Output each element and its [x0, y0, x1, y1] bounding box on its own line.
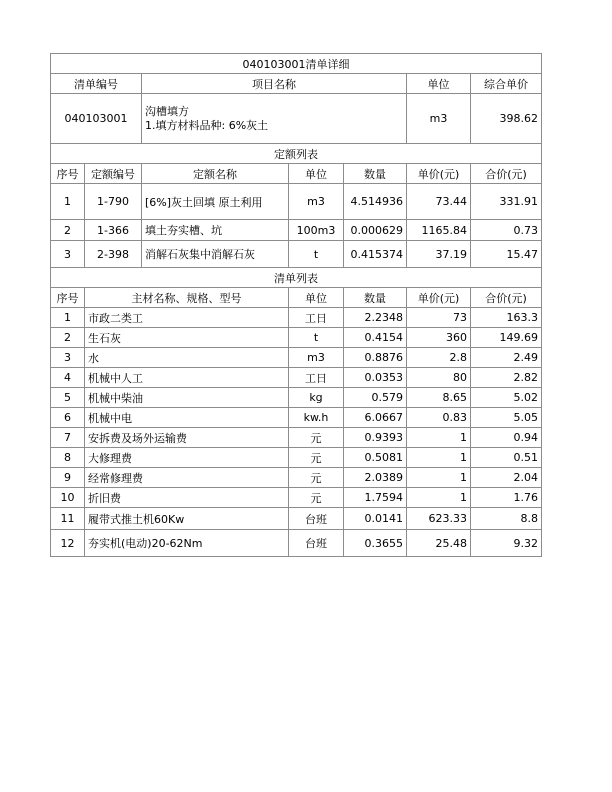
material-unit: 台班 — [289, 530, 344, 557]
bill-detail-table — [50, 53, 542, 557]
quota-row — [51, 184, 542, 220]
material-total: 2.49 — [471, 348, 542, 368]
quota-no-header: 序号 — [51, 164, 85, 184]
item-row — [51, 94, 542, 144]
material-price: 1 — [407, 428, 471, 448]
material-unit: kg — [289, 388, 344, 408]
material-price-header: 单价(元) — [407, 288, 471, 308]
quota-total: 0.73 — [471, 220, 542, 241]
material-unit: 元 — [289, 428, 344, 448]
material-qty-header: 数量 — [344, 288, 407, 308]
material-row — [51, 488, 542, 508]
material-qty: 6.0667 — [344, 408, 407, 428]
material-row — [51, 508, 542, 530]
material-total: 5.05 — [471, 408, 542, 428]
material-section-title: 清单列表 — [51, 268, 542, 288]
material-price: 1 — [407, 468, 471, 488]
quota-code-header: 定额编号 — [85, 164, 142, 184]
material-qty: 0.8876 — [344, 348, 407, 368]
item-unit-header: 单位 — [407, 74, 471, 94]
material-name: 市政二类工 — [85, 308, 289, 328]
material-name: 机械中柴油 — [85, 388, 289, 408]
quota-total: 331.91 — [471, 184, 542, 220]
material-name: 履带式推土机60Kw — [85, 508, 289, 530]
quota-price: 73.44 — [407, 184, 471, 220]
quota-name-header: 定额名称 — [142, 164, 289, 184]
material-name: 夯实机(电动)20-62Nm — [85, 530, 289, 557]
material-total: 2.04 — [471, 468, 542, 488]
quota-total-header: 合价(元) — [471, 164, 542, 184]
material-price: 8.65 — [407, 388, 471, 408]
material-unit: m3 — [289, 348, 344, 368]
material-total: 1.76 — [471, 488, 542, 508]
material-no: 4 — [51, 368, 85, 388]
item-name-header: 项目名称 — [142, 74, 407, 94]
material-row — [51, 530, 542, 557]
material-qty: 0.0141 — [344, 508, 407, 530]
material-section-title-row — [51, 268, 542, 288]
material-name-header: 主材名称、规格、型号 — [85, 288, 289, 308]
material-unit-header: 单位 — [289, 288, 344, 308]
item-name — [142, 94, 407, 144]
material-unit: 工日 — [289, 368, 344, 388]
quota-name: 消解石灰集中消解石灰 — [142, 241, 289, 268]
quota-qty: 4.514936 — [344, 184, 407, 220]
material-price: 360 — [407, 328, 471, 348]
material-no: 5 — [51, 388, 85, 408]
material-qty: 2.2348 — [344, 308, 407, 328]
quota-unit: 100m3 — [289, 220, 344, 241]
material-qty: 1.7594 — [344, 488, 407, 508]
material-total-header: 合价(元) — [471, 288, 542, 308]
item-unit-price-header: 综合单价 — [471, 74, 542, 94]
quota-name: [6%]灰土回填 原土利用 — [142, 184, 289, 220]
material-no: 3 — [51, 348, 85, 368]
quota-no: 2 — [51, 220, 85, 241]
item-name-line1: 沟槽填方 — [145, 104, 189, 118]
quota-total: 15.47 — [471, 241, 542, 268]
material-price: 1 — [407, 448, 471, 468]
material-price: 73 — [407, 308, 471, 328]
material-price: 80 — [407, 368, 471, 388]
material-unit: 元 — [289, 488, 344, 508]
material-qty: 0.3655 — [344, 530, 407, 557]
material-price: 623.33 — [407, 508, 471, 530]
quota-header-row — [51, 164, 542, 184]
item-name-line2: 1.填方材料品种: 6%灰土 — [145, 118, 269, 132]
material-qty: 0.0353 — [344, 368, 407, 388]
material-total: 0.94 — [471, 428, 542, 448]
item-unit: m3 — [407, 94, 471, 144]
material-unit: t — [289, 328, 344, 348]
material-total: 5.02 — [471, 388, 542, 408]
material-no-header: 序号 — [51, 288, 85, 308]
quota-no: 1 — [51, 184, 85, 220]
material-row — [51, 428, 542, 448]
material-total: 149.69 — [471, 328, 542, 348]
material-row — [51, 368, 542, 388]
material-name: 大修理费 — [85, 448, 289, 468]
material-row — [51, 348, 542, 368]
item-code-header: 清单编号 — [51, 74, 142, 94]
quota-no: 3 — [51, 241, 85, 268]
material-no: 9 — [51, 468, 85, 488]
material-no: 11 — [51, 508, 85, 530]
material-qty: 0.5081 — [344, 448, 407, 468]
material-header-row — [51, 288, 542, 308]
material-no: 12 — [51, 530, 85, 557]
material-total: 0.51 — [471, 448, 542, 468]
material-name: 生石灰 — [85, 328, 289, 348]
item-code: 040103001 — [51, 94, 142, 144]
material-unit: 工日 — [289, 308, 344, 328]
quota-qty: 0.000629 — [344, 220, 407, 241]
quota-section-title: 定额列表 — [51, 144, 542, 164]
material-row — [51, 448, 542, 468]
material-name: 经常修理费 — [85, 468, 289, 488]
quota-section-title-row — [51, 144, 542, 164]
material-qty: 2.0389 — [344, 468, 407, 488]
material-qty: 0.579 — [344, 388, 407, 408]
item-unit-price: 398.62 — [471, 94, 542, 144]
quota-unit: m3 — [289, 184, 344, 220]
quota-price: 37.19 — [407, 241, 471, 268]
quota-qty-header: 数量 — [344, 164, 407, 184]
material-name: 机械中人工 — [85, 368, 289, 388]
quota-row — [51, 241, 542, 268]
material-no: 2 — [51, 328, 85, 348]
material-row — [51, 308, 542, 328]
item-header-row — [51, 74, 542, 94]
material-price: 25.48 — [407, 530, 471, 557]
material-no: 10 — [51, 488, 85, 508]
quota-price: 1165.84 — [407, 220, 471, 241]
material-price: 2.8 — [407, 348, 471, 368]
material-price: 1 — [407, 488, 471, 508]
quota-name: 填土夯实槽、坑 — [142, 220, 289, 241]
material-qty: 0.4154 — [344, 328, 407, 348]
quota-qty: 0.415374 — [344, 241, 407, 268]
material-row — [51, 408, 542, 428]
quota-unit: t — [289, 241, 344, 268]
material-price: 0.83 — [407, 408, 471, 428]
material-row — [51, 328, 542, 348]
material-name: 机械中电 — [85, 408, 289, 428]
material-unit: 元 — [289, 468, 344, 488]
material-total: 8.8 — [471, 508, 542, 530]
material-unit: kw.h — [289, 408, 344, 428]
material-no: 6 — [51, 408, 85, 428]
material-name: 水 — [85, 348, 289, 368]
material-total: 2.82 — [471, 368, 542, 388]
material-name: 安拆费及场外运输费 — [85, 428, 289, 448]
material-qty: 0.9393 — [344, 428, 407, 448]
material-no: 7 — [51, 428, 85, 448]
quota-code: 1-790 — [85, 184, 142, 220]
material-no: 8 — [51, 448, 85, 468]
title-row — [51, 54, 542, 74]
material-row — [51, 468, 542, 488]
material-row — [51, 388, 542, 408]
quota-row — [51, 220, 542, 241]
material-name: 折旧费 — [85, 488, 289, 508]
material-unit: 台班 — [289, 508, 344, 530]
quota-code: 1-366 — [85, 220, 142, 241]
quota-price-header: 单价(元) — [407, 164, 471, 184]
table-title: 040103001清单详细 — [51, 54, 542, 74]
quota-unit-header: 单位 — [289, 164, 344, 184]
quota-code: 2-398 — [85, 241, 142, 268]
material-no: 1 — [51, 308, 85, 328]
material-total: 9.32 — [471, 530, 542, 557]
material-total: 163.3 — [471, 308, 542, 328]
material-unit: 元 — [289, 448, 344, 468]
